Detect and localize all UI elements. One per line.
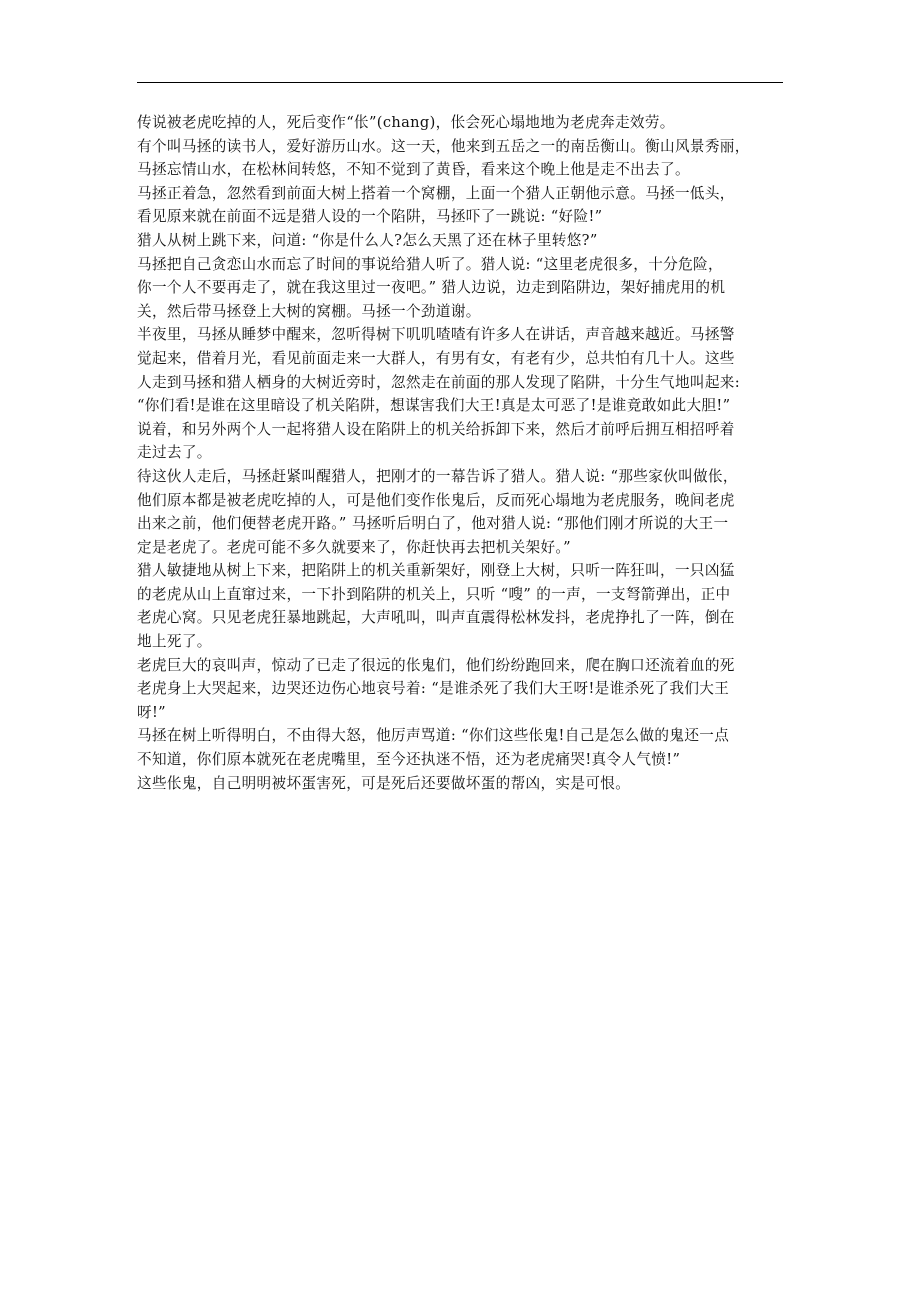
story-body	[137, 111, 787, 795]
paragraph: 老虎巨大的哀叫声，惊动了已走了很远的伥鬼们，他们纷纷跑回来，爬在胸口还流着血的死 老虎身上大哭起来，边哭还边伤心地哀号着: “是谁杀死了我们大王呀!是谁杀死了我们大王 呀!”	[137, 656, 735, 721]
header-divider	[137, 82, 783, 83]
paragraph: 待这伙人走后，马拯赶紧叫醒猎人，把刚才的一幕告诉了猎人。猎人说: “那些家伙叫做伥， 他们原本都是被老虎吃掉的人，可是他们变作伥鬼后，反而死心塌地为老虎服务，晚间老虎 出来之前，他们便替老虎开路。” 马拯听后明白了，他对猎人说: “那他们刚才所说的大王一 定是老虎了。老虎可能不多久就要来了，你赶快再去把机关架好。”	[137, 467, 738, 556]
paragraph: 这些伥鬼，自己明明被坏蛋害死，可是死后还要做坏蛋的帮凶，实是可恨。	[137, 774, 631, 792]
paragraph: 马拯正着急，忽然看到前面大树上搭着一个窝棚，上面一个猎人正朝他示意。马拯一低头， 看见原来就在前面不远是猎人设的一个陷阱，马拯吓了一跳说: “好险!”	[137, 184, 735, 226]
paragraph: 有个叫马拯的读书人，爱好游历山水。这一天，他来到五岳之一的南岳衡山。衡山风景秀丽， 马拯忘情山水，在松林间转悠，不知不觉到了黄昏，看来这个晚上他是走不出去了。	[137, 137, 750, 179]
paragraph: 半夜里，马拯从睡梦中醒来，忽听得树下叽叽喳喳有许多人在讲话，声音越来越近。马拯警 觉起来，借着月光，看见前面走来一大群人，有男有女，有老有少，总共怕有几十人。这些 人走到马拯和猎人栖身的大树近旁时，忽然走在前面的那人发现了陷阱，十分生气地叫起来: “你们看!是谁在这里暗设了机关陷阱，想谋害我们大王!真是太可恶了!是谁竟敢如此大胆!” 说着，和另外两个人一起将猎人设在陷阱上的机关给拆卸下来，然后才前呼后拥互相招呼着 走过去了。	[137, 326, 741, 462]
paragraph: 传说被老虎吃掉的人，死后变作“伥”(chang)，伥会死心塌地地为老虎奔走效劳。	[137, 114, 675, 131]
paragraph: 马拯在树上听得明白，不由得大怒，他厉声骂道: “你们这些伥鬼!自己是怎么做的鬼还一点 不知道，你们原本就死在老虎嘴里，至今还执迷不悟，还为老虎痛哭!真令人气愤!”	[137, 727, 730, 769]
paragraph: 猎人从树上跳下来，问道: “你是什么人?怎么天黑了还在林子里转悠?”	[137, 231, 598, 249]
paragraph: 猎人敏捷地从树上下来，把陷阱上的机关重新架好，刚登上大树，只听一阵狂叫，一只凶猛 的老虎从山上直窜过来，一下扑到陷阱的机关上，只听 “嗖” 的一声，一支弩箭弹出，正中 老虎心窝。只见老虎狂暴地跳起，大声吼叫，叫声直震得松林发抖，老虎挣扎了一阵，倒在 地上死了。	[137, 562, 735, 651]
paragraph: 马拯把自己贪恋山水而忘了时间的事说给猎人听了。猎人说: “这里老虎很多，十分危险， 你一个人不要再走了，就在我这里过一夜吧。” 猎人边说，边走到陷阱边，架好捕虎用的机 关，然后带马拯登上大树的窝棚。马拯一个劲道谢。	[137, 255, 726, 320]
